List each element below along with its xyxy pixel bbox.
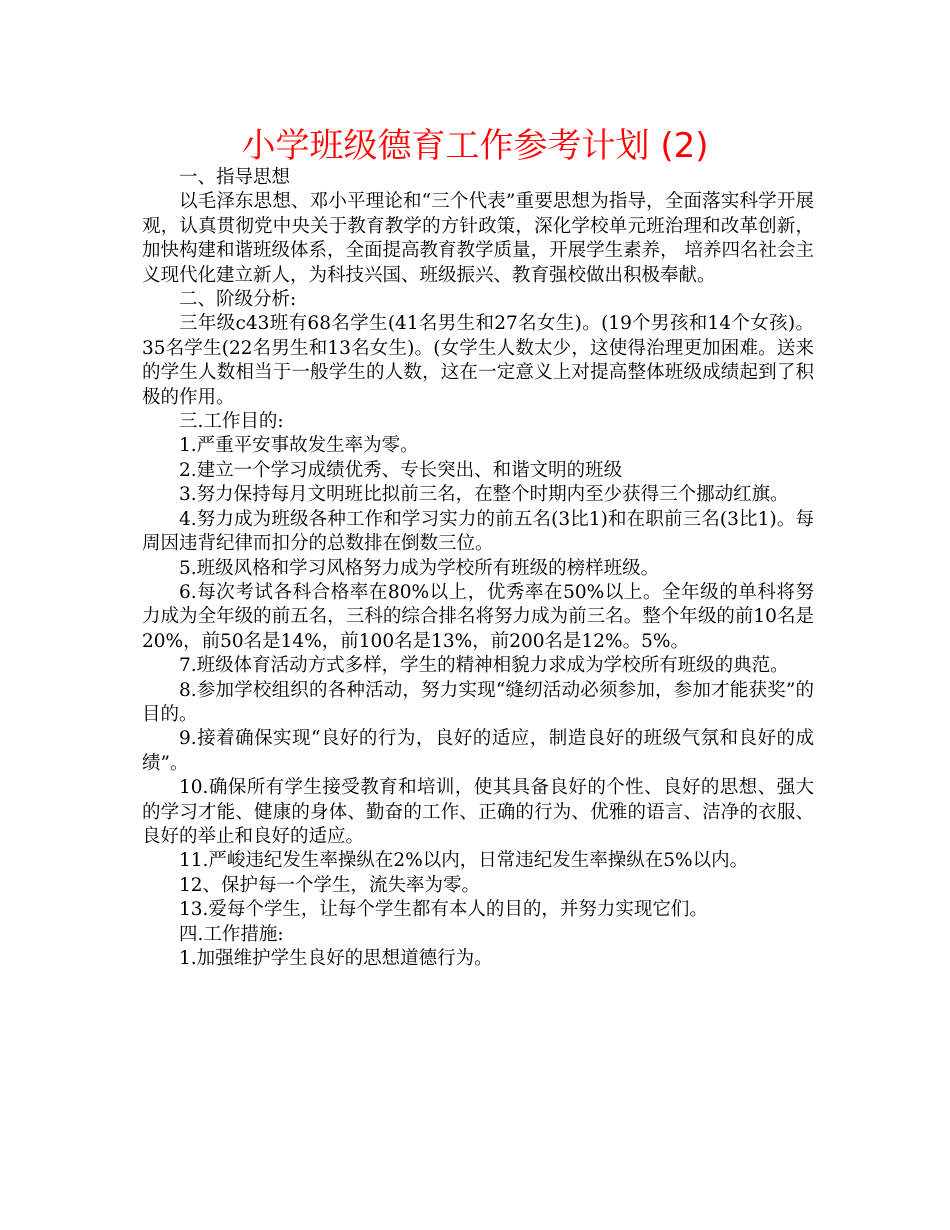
list-item-goal-3: 3.努力保持每月文明班比拟前三名，在整个时期内至少获得三个挪动红旗。: [179, 484, 789, 506]
list-item-goal-13: 13.爱每个学生，让每个学生都有本人的目的，并努力实现它们。: [179, 899, 708, 921]
list-item-goal-12: 12、保护每一个学生，流失率为零。: [179, 874, 481, 896]
list-item-goal-5: 5.班级风格和学习风格努力成为学校所有班级的榜样班级。: [179, 557, 660, 579]
list-item-goal-1: 1.严重平安事故发生率为零。: [179, 435, 419, 457]
list-item-measure-1: 1.加强维护学生良好的思想道德行为。: [179, 948, 493, 969]
paragraph-class-analysis: 三年级c43班有68名学生(41名男生和27名女生)。(19个男孩和14个女孩)。35名学生(22名男生和13名女生)。(女学生人数太少，这使得治理更加困难。送来的学生人数相当于一般学生的人数，这在一定意义上对提高整体班级成绩起到了积极的作用。: [142, 313, 814, 408]
document-body: [142, 166, 814, 971]
list-item-goal-2: 2.建立一个学习成绩优秀、专长突出、和谐文明的班级: [179, 459, 623, 481]
section-heading-class-analysis: 二、阶级分析:: [179, 289, 297, 311]
section-heading-work-measures: 四.工作措施:: [179, 923, 284, 945]
list-item-goal-9: 9.接着确保实现“良好的行为，良好的适应，制造良好的班级气氛和良好的成绩”。: [142, 728, 814, 774]
list-item-goal-8: 8.参加学校组织的各种活动，努力实现“缝纫活动必须参加，参加才能获奖”的目的。: [142, 679, 814, 725]
list-item-goal-11: 11.严峻违纪发生率操纵在2%以内，日常违纪发生率操纵在5%以内。: [179, 850, 749, 872]
list-item-goal-4: 4.努力成为班级各种工作和学习实力的前五名(3比1)和在职前三名(3比1)。每周因违背纪律而扣分的总数排在倒数三位。: [142, 508, 814, 555]
document-title: 小学班级德育工作参考计划 (2): [241, 126, 709, 166]
list-item-goal-6: 6.每次考试各科合格率在80%以上，优秀率在50%以上。全年级的单科将努力成为全年级的前五名，三科的综合排名将努力成为前三名。整个年级的前10名是20%，前50名是14%，前100名是13%，前200名是12%。5%。: [142, 581, 814, 652]
section-heading-work-goals: 三.工作目的:: [179, 411, 284, 433]
paragraph-guiding-ideology: 以毛泽东思想、邓小平理论和“三个代表”重要思想为指导，全面落实科学开展观，认真贯彻党中央关于教育教学的方针政策，深化学校单元班治理和改革创新，加快构建和谐班级体系，全面提高教育教学质量，开展学生素养， 培养四名社会主义现代化建立新人，为科技兴国、班级振兴、教育强校做出积极奉献。: [142, 191, 814, 286]
list-item-goal-10: 10.确保所有学生接受教育和培训，使其具备良好的个性、良好的思想、强大的学习才能、健康的身体、勤奋的工作、正确的行为、优雅的语言、洁净的衣服、良好的举止和良好的适应。: [142, 777, 814, 847]
list-item-goal-7: 7.班级体育活动方式多样，学生的精神相貌力求成为学校所有班级的典范。: [179, 655, 789, 677]
section-heading-guiding-ideology: 一、指导思想: [179, 167, 291, 188]
